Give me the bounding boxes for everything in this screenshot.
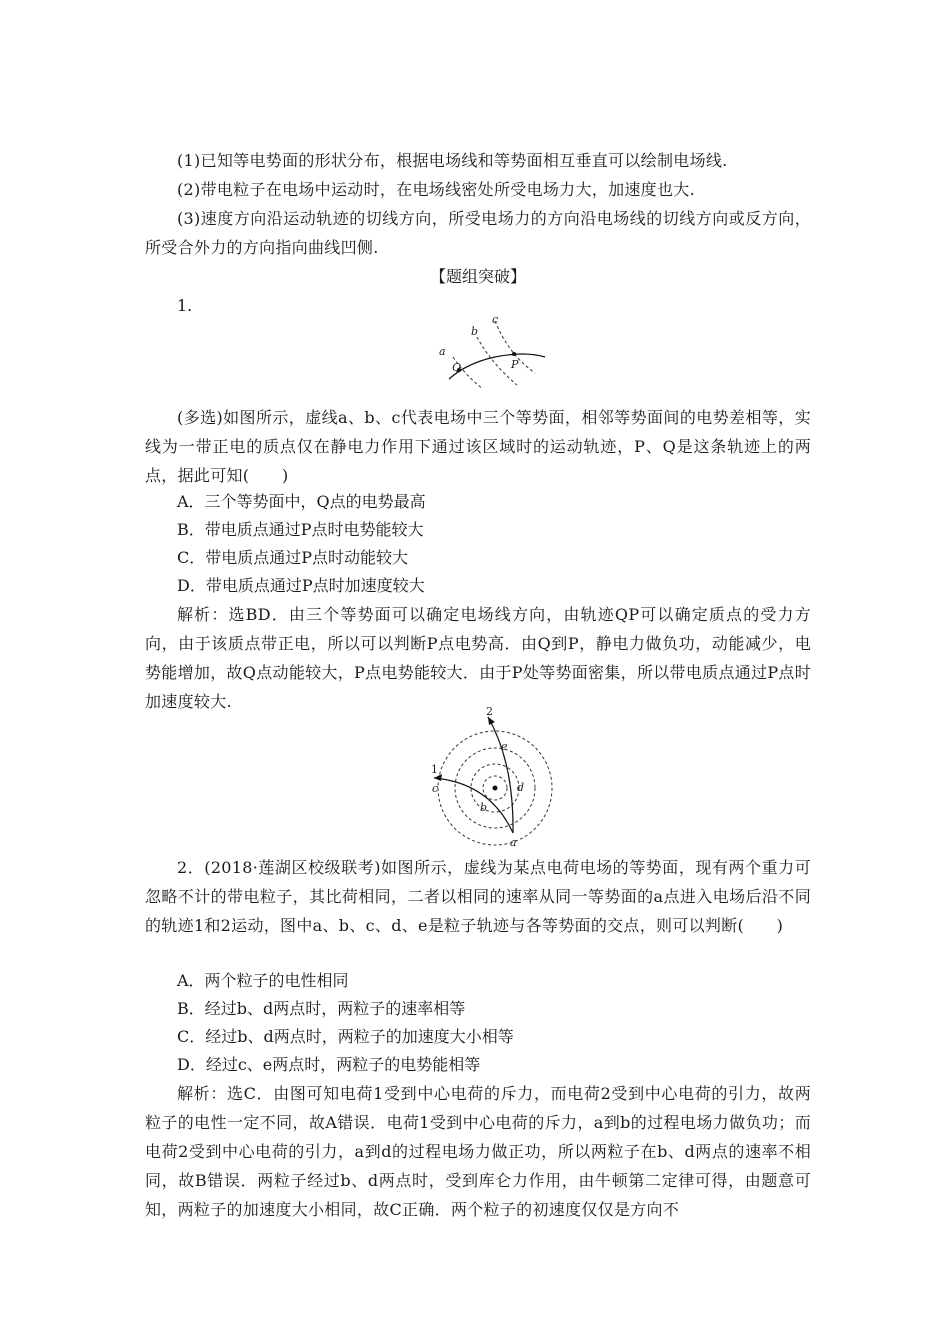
point-p <box>512 352 516 356</box>
trajectory <box>449 354 545 379</box>
central-charge <box>493 786 498 791</box>
q1-analysis: 解析：选BD．由三个等势面可以确定电场线方向，由轨迹QP可以确定质点的受力方向，由于该质点带正电，所以可以判断P点电势高．由Q到P，静电力做负功，动能减少，电势能增加，故Q点动能较大，P点电势能较大．由于P处等势面密集，所以带电质点通过P点时加速度较大. <box>145 605 812 711</box>
label-c: c <box>492 313 499 326</box>
q2-option-d: D．经过c、e两点时，两粒子的电势能相等 <box>177 1055 481 1074</box>
q2-stem: 2．(2018·莲湖区校级联考)如图所示，虚线为某点电荷电场的等势面，现有两个重力可忽略不计的带电粒子，其比荷相同，二者以相同的速率从同一等势面的a点进入电场后沿不同的轨迹1和2运动，图中a、b、c、d、e是粒子轨迹与各等势面的交点，则可以判断( ) <box>145 858 811 935</box>
label-2: 2 <box>486 705 493 718</box>
label-b: b <box>471 325 479 338</box>
q2-analysis: 解析：选C．由图可知电荷1受到中心电荷的斥力，而电荷2受到中心电荷的引力，故两粒子的电性一定不同，故A错误．电荷1受到中心电荷的斥力，a到b的过程电场力做负功；而电荷2受到中心电荷的引力，a到d的过程电场力做正功，所以两粒子在b、d两点的速率不相同，故B错误．两粒子经过b、d两点时，受到库仑力作用，由牛顿第二定律可得，由题意可知，两粒子的加速度大小相同，故C正确．两个粒子的初速度仅仅是方向不 <box>145 1084 811 1219</box>
q1-option-c: C．带电质点通过P点时动能较大 <box>177 548 409 567</box>
label-q: Q <box>452 361 462 374</box>
q1-option-b: B．带电质点通过P点时电势能较大 <box>177 520 424 539</box>
label-a: a <box>439 345 446 358</box>
label-p: P <box>511 358 519 371</box>
label-e: e <box>501 740 508 753</box>
label-b: b <box>480 801 488 814</box>
section-heading: 【题组突破】 <box>429 267 526 286</box>
trajectory-2 <box>488 717 513 833</box>
q2-option-b: B．经过b、d两点时，两粒子的速率相等 <box>177 999 466 1018</box>
note-1: (1)已知等电势面的形状分布，根据电场线和等势面相互垂直可以绘制电场线. <box>177 151 728 170</box>
q2-figure <box>420 703 560 849</box>
q1-figure <box>425 313 555 391</box>
label-a: a <box>510 836 517 849</box>
q1-option-d: D．带电质点通过P点时加速度较大 <box>177 576 425 595</box>
q2-option-c: C．经过b、d两点时，两粒子的加速度大小相等 <box>177 1027 514 1046</box>
q1-stem: (多选)如图所示，虚线a、b、c代表电场中三个等势面，相邻等势面间的电势差相等，实线为一带正电的质点仅在静电力作用下通过该区域时的运动轨迹，P、Q是这条轨迹上的两点，据此可知( ) <box>145 408 811 485</box>
note-3: (3)速度方向沿运动轨迹的切线方向，所受电场力的方向沿电场线的切线方向或反方向，所受合外力的方向指向曲线凹侧. <box>145 209 811 257</box>
note-2: (2)带电粒子在电场中运动时，在电场线密处所受电场力大，加速度也大. <box>177 180 695 199</box>
q1-number: 1. <box>177 296 193 315</box>
label-c: c <box>432 782 439 795</box>
label-1: 1 <box>431 763 438 776</box>
q2-option-a: A．两个粒子的电性相同 <box>177 971 349 990</box>
q1-option-a: A．三个等势面中，Q点的电势最高 <box>177 492 426 511</box>
label-d: d <box>517 781 525 794</box>
trajectory-1 <box>434 778 513 833</box>
